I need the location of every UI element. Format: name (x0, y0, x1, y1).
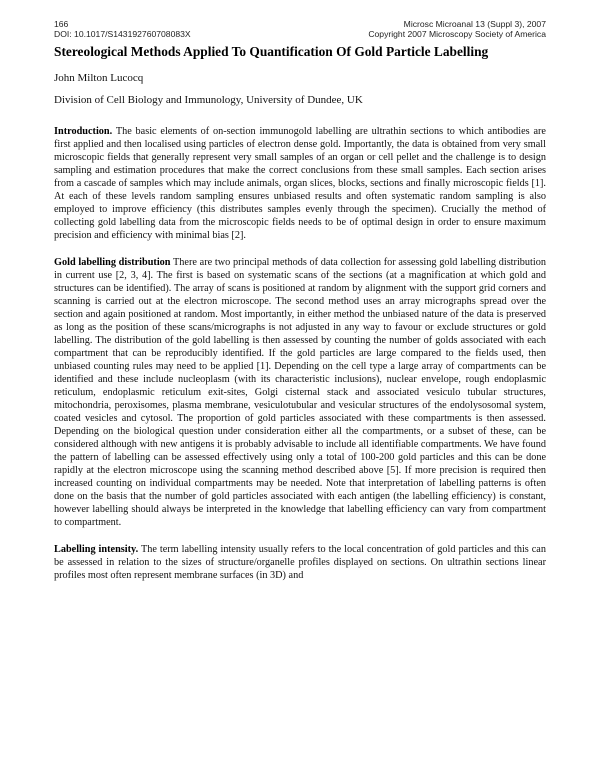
paragraph-introduction (54, 125, 546, 242)
doi: DOI: 10.1017/S143192760708083X (54, 29, 191, 39)
paragraph-gold-labelling-distribution (54, 256, 546, 529)
paper-title: Stereological Methods Applied To Quantification Of Gold Particle Labelling (54, 44, 489, 59)
copyright-notice: Copyright 2007 Microscopy Society of America (368, 29, 546, 39)
header-left (54, 19, 191, 39)
paragraph-text: There are two principal methods of data collection for assessing gold labelling distribution in current use [2, 3, 4]. The first is based on systematic scans of the sections (at a magnification at which gold and structures can be identified). The array of scans is positioned at random by alignment with the support grid corners and scanning is carried out at the electron microscope. The second method uses an array micrographs spread over the section and again positioned at random. Most importantly, in either method the unbiased nature of the data is preserved as long as the position of these scans/micrographs is not adjusted in any way to favour or exclude structures or gold labelling. The distribution of the gold labelling is then assessed by counting the number of golds associated with each compartment that can be reproducibly identified. If the gold particles are large compared to the fields used, then unbiased counting rules may need to be applied [1]. Depending on the cell type a large array of compartments can be identified and these include nucleoplasm (with its characteristic inclusions), nuclear envelope, rough endoplasmic reticulum, endoplasmic reticulum exit-sites, Golgi cisternal stack and associated vesiculo tubular structures, mitochondria, peroxisomes, plasma membrane, vesiculotubular and vesicular structures of the endolysosomal system, coated vesicles and cytosol. The proportion of gold particles associated with these compartments is then assessed. Depending on the biological question under consideration either all the compartments, or a subset of these, can be considered although with new antigens it is probably advisable to include all identifiable compartments. We have found the pattern of labelling can be assessed effectively using only a total of 100-200 gold particles and this can be done rapidly at the electron microscope using the scanning method described above [5]. If more precision is required then increased counting on individual compartments may be needed. Note that interpretation of labelling patterns is often done on the basis that the number of gold particles associated with each antigen (the labelling efficiency) is constant, however labelling should always be interpreted in the knowledge that labelling efficiency can vary from compartment to compartment. (54, 257, 546, 528)
body-text (54, 125, 546, 596)
journal-citation: Microsc Microanal 13 (Suppl 3), 2007 (403, 19, 546, 29)
paragraph-text: The basic elements of on-section immunogold labelling are ultrathin sections to which antibodies are first applied and then localised using particles of electron dense gold. Importantly, the data is obtained from very small microscopic fields that generally represent very small samples of an organ or cell pellet and the challenge is to design sampling and estimation procedures that make the correct conclusions from these small samples. Each section arises from a cascade of samples which may include animals, organ slices, blocks, sections and finally microscopic fields [1]. At each of these levels random sampling ensures unbiased results and often systematic random sampling is also employed to improve efficiency (this distributes samples evenly through the specimen). Crucially the method of collecting gold labelling data from the microscopic fields needs to be of optimal design in order to ensure maximum precision and efficiency with minimal bias [2]. (54, 126, 546, 241)
section-heading: Gold labelling distribution (54, 257, 171, 268)
paragraph-labelling-intensity (54, 543, 546, 582)
section-heading: Introduction. (54, 126, 113, 137)
affiliation: Division of Cell Biology and Immunology, University of Dundee, UK (54, 94, 363, 106)
author-name: John Milton Lucocq (54, 72, 144, 84)
section-heading: Labelling intensity. (54, 544, 139, 555)
page-number: 166 (54, 19, 69, 29)
paragraph-text: The term labelling intensity usually refers to the local concentration of gold particles and this can be assessed in relation to the sizes of structure/organelle profiles displayed on sections. On ultrathin sections linear profiles most often represent membrane surfaces (in 3D) and (54, 544, 546, 581)
header-right (368, 19, 546, 39)
